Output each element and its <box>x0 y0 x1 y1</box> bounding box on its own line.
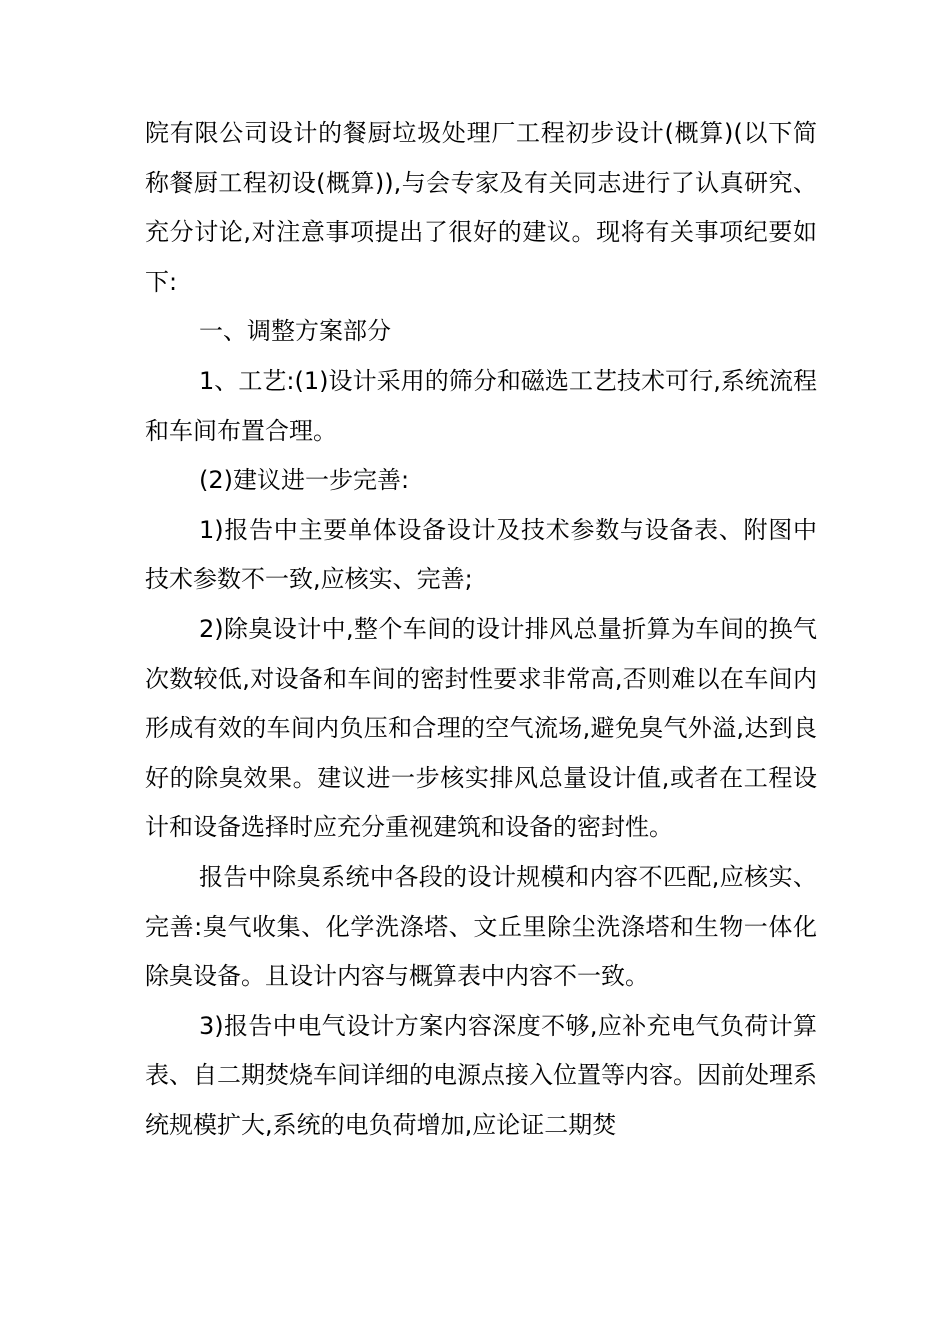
paragraph-item-1: 1)报告中主要单体设备设计及技术参数与设备表、附图中技术参数不一致,应核实、完善; <box>145 515 817 594</box>
document-body <box>145 109 817 1150</box>
paragraph-deodorization-scale: 报告中除臭系统中各段的设计规模和内容不匹配,应核实、完善:臭气收集、化学洗涤塔、文丘里除尘洗涤塔和生物一体化除臭设备。且设计内容与概算表中内容不一致。 <box>145 862 817 991</box>
paragraph-item-2-deodorization: 2)除臭设计中,整个车间的设计排风总量折算为车间的换气次数较低,对设备和车间的密封性要求非常高,否则难以在车间内形成有效的车间内负压和合理的空气流场,避免臭气外溢,达到良好的除臭效果。建议进一步核实排风总量设计值,或者在工程设计和设备选择时应充分重视建筑和设备的密封性。 <box>145 614 817 842</box>
paragraph-item-3-electrical: 3)报告中电气设计方案内容深度不够,应补充电气负荷计算表、自二期焚烧车间详细的电源点接入位置等内容。因前处理系统规模扩大,系统的电负荷增加,应论证二期焚 <box>145 1011 817 1139</box>
paragraph-intro-continuation: 院有限公司设计的餐厨垃圾处理厂工程初步设计(概算)(以下简称餐厨工程初设(概算)),与会专家及有关同志进行了认真研究、充分讨论,对注意事项提出了很好的建议。现将有关事项纪要如下: <box>145 119 817 296</box>
paragraph-process-2: (2)建议进一步完善: <box>199 466 410 495</box>
paragraph-process-1: 1、工艺:(1)设计采用的筛分和磁选工艺技术可行,系统流程和车间布置合理。 <box>145 366 817 445</box>
section-heading-adjustment-plan: 一、调整方案部分 <box>199 317 391 346</box>
